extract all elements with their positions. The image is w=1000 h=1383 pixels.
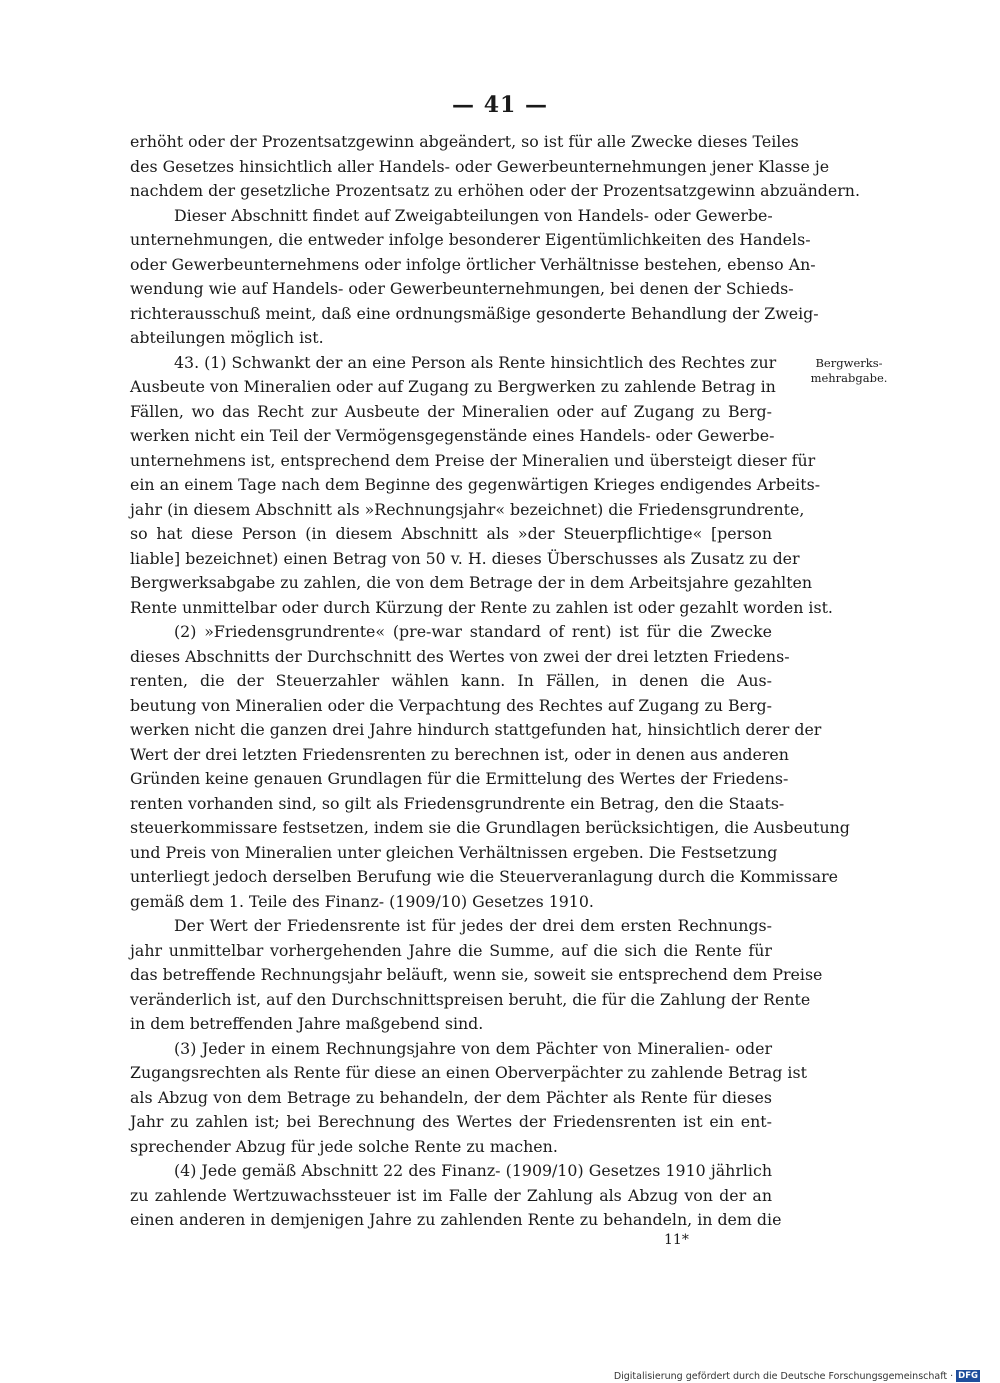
dfg-logo: DFG [958, 1371, 978, 1381]
page-number: — 41 — [452, 92, 548, 118]
paragraph [130, 620, 850, 914]
margin-note-text [804, 356, 894, 386]
text-line: das betreffende Rechnungsjahr beläuft, wenn sie, soweit sie entsprechend dem Preise [130, 965, 823, 984]
text-line: jahr (in diesem Abschnitt als »Rechnungsjahr« bezeichnet) die Friedensgrundrente, [130, 499, 805, 519]
text-line: Bergwerksabgabe zu zahlen, die von dem Betrage der in dem Arbeitsjahre gezahlten [130, 573, 813, 592]
text-line: richterausschuß meint, daß eine ordnungsmäßige gesonderte Behandlung der Zweig- [130, 303, 819, 323]
text-line: des Gesetzes hinsichtlich aller Handels- oder Gewerbeunternehmungen jener Klasse je [130, 156, 830, 176]
text-line: unternehmens ist, entsprechend dem Preise der Mineralien und übersteigt dieser für [130, 450, 816, 470]
text-line: renten, die der Steuerzahler wählen kann. In Fällen, in denen die Aus- [130, 671, 772, 690]
signature-mark: 11* [664, 1232, 689, 1248]
text-line: Der Wert der Friedensrente ist für jedes der drei dem ersten Rechnungs- [174, 916, 772, 935]
paragraph [130, 204, 819, 351]
text-line: nachdem der gesetzliche Prozentsatz zu erhöhen oder der Prozentsatzgewinn abzuändern. [130, 181, 860, 200]
text-line: in dem betreffenden Jahre maßgebend sind. [130, 1014, 484, 1033]
margin-note-line: mehrabgabe. [810, 371, 888, 385]
text-line: (3) Jeder in einem Rechnungsjahre von dem Pächter von Mineralien- oder [174, 1038, 772, 1058]
text-line: (4) Jede gemäß Abschnitt 22 des Finanz- (1909/10) Gesetzes 1910 jährlich [174, 1161, 772, 1180]
text-line: einen anderen in demjenigen Jahre zu zahlenden Rente zu behandeln, in dem die [130, 1210, 782, 1229]
paragraph [130, 1159, 782, 1233]
margin-note [804, 356, 894, 386]
text-line: Rente unmittelbar oder durch Kürzung der Rente zu zahlen ist oder gezahlt worden ist. [130, 597, 833, 617]
text-line: Ausbeute von Mineralien oder auf Zugang zu Bergwerken zu zahlende Betrag in [130, 377, 776, 396]
text-line: renten vorhanden sind, so gilt als Friedensgrundrente ein Betrag, den die Staats- [130, 793, 785, 813]
text-line: werken nicht die ganzen drei Jahre hindurch stattgefunden hat, hinsichtlich derer der [130, 720, 822, 739]
text-line: Wert der drei letzten Friedensrenten zu berechnen ist, oder in denen aus anderen [130, 744, 789, 764]
text-line: sprechender Abzug für jede solche Rente zu machen. [130, 1136, 558, 1156]
text-line: wendung wie auf Handels- oder Gewerbeunternehmungen, bei denen der Schieds- [130, 279, 794, 298]
text-line: jahr unmittelbar vorhergehenden Jahre die Summe, auf die sich die Rente für [130, 940, 772, 960]
text-line: Dieser Abschnitt findet auf Zweigabteilungen von Handels- oder Gewerbe- [174, 205, 773, 225]
text-line: steuerkommissare festsetzen, indem sie die Grundlagen berücksichtigen, die Ausbeutung [130, 818, 850, 837]
text-line: zu zahlende Wertzuwachssteuer ist im Falle der Zahlung als Abzug von der an [130, 1185, 772, 1205]
text-line: abteilungen möglich ist. [130, 328, 324, 347]
paragraph [130, 1037, 807, 1160]
text-line: oder Gewerbeunternehmens oder infolge örtlicher Verhältnisse bestehen, ebenso An- [130, 254, 816, 274]
footer-text: Digitalisierung gefördert durch die Deutsche Forschungsgemeinschaft · [613, 1370, 954, 1382]
text-line: beutung von Mineralien oder die Verpachtung des Rechtes auf Zugang zu Berg- [130, 695, 772, 715]
text-line: Gründen keine genauen Grundlagen für die Ermittelung des Wertes der Friedens- [130, 769, 789, 788]
text-line: Jahr zu zahlen ist; bei Berechnung des Wertes der Friedensrenten ist ein ent- [130, 1112, 772, 1131]
text-line: veränderlich ist, auf den Durchschnittspreisen beruht, die für die Zahlung der Rente [130, 989, 811, 1009]
text-line: als Abzug von dem Betrage zu behandeln, der dem Pächter als Rente für dieses [130, 1087, 772, 1107]
margin-note-line: Bergwerks- [815, 356, 883, 370]
text-line: unternehmungen, die entweder infolge besonderer Eigentümlichkeiten des Handels- [130, 230, 811, 249]
text-line: erhöht oder der Prozentsatzgewinn abgeändert, so ist für alle Zwecke dieses Teiles [130, 132, 799, 151]
text-line: 43. (1) Schwankt der an eine Person als Rente hinsichtlich des Rechtes zur [174, 352, 777, 372]
paragraph [130, 914, 823, 1037]
paragraph [130, 130, 860, 204]
text-line: (2) »Friedensgrundrente« (pre-war standard of rent) ist für die Zwecke [174, 622, 772, 641]
text-line: Fällen, wo das Recht zur Ausbeute der Mineralien oder auf Zugang zu Berg- [130, 401, 772, 421]
text-line: dieses Abschnitts der Durchschnitt des Wertes von zwei der drei letzten Friedens- [130, 646, 790, 666]
text-line: gemäß dem 1. Teile des Finanz- (1909/10) Gesetzes 1910. [130, 891, 594, 911]
paragraph [130, 351, 833, 621]
footer [614, 1369, 980, 1383]
text-line: liable] bezeichnet) einen Betrag von 50 v. H. dieses Überschusses als Zusatz zu der [130, 548, 800, 568]
text-line: und Preis von Mineralien unter gleichen Verhältnissen ergeben. Die Festsetzung [130, 842, 778, 862]
text-line: unterliegt jedoch derselben Berufung wie die Steuerveranlagung durch die Kommissare [130, 867, 839, 886]
text-line: werken nicht ein Teil der Vermögensgegenstände eines Handels- oder Gewerbe- [130, 426, 775, 445]
text-line: so hat diese Person (in diesem Abschnitt als »der Steuerpflichtige« [person [130, 524, 772, 543]
text-line: ein an einem Tage nach dem Beginne des gegenwärtigen Krieges endigendes Arbeits- [130, 475, 821, 494]
text-line: Zugangsrechten als Rente für diese an einen Oberverpächter zu zahlende Betrag ist [130, 1063, 807, 1082]
